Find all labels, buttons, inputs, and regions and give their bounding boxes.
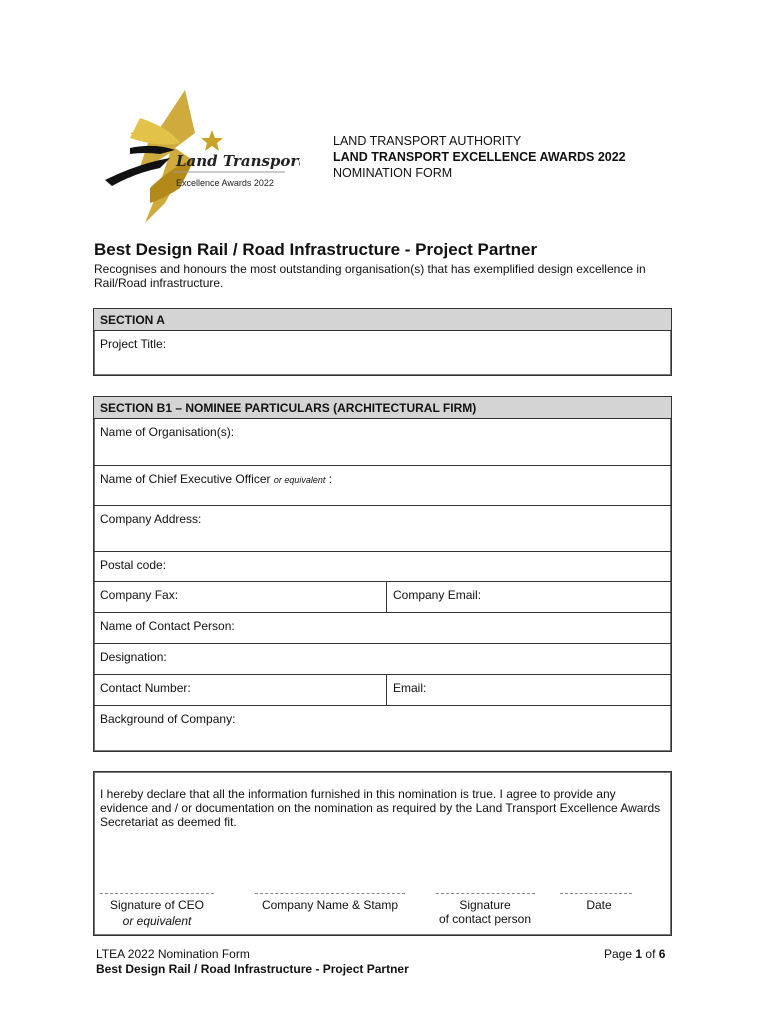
section-b1 [93,396,672,752]
ceo-signature-label: Signature of CEO [109,898,205,912]
contact-email-field[interactable] [387,675,671,705]
ceo-name-suffix: or equivalent [273,475,326,485]
date-line[interactable] [560,893,632,894]
company-email-field[interactable] [387,582,671,612]
logo-brand-text: Land Transport [176,152,300,170]
page-prefix: Page [604,947,633,961]
date-label: Date [586,898,612,912]
company-background-label: Background of Company: [100,712,236,726]
organisation-name-field[interactable] [94,419,671,466]
award-description: Recognises and honours the most outstanding organisation(s) that has exemplified design excellence in Rail/Road infrastructure. [94,262,646,290]
logo-graphic [100,88,300,228]
ceo-name-colon: : [328,472,333,486]
contact-person-field[interactable] [94,613,671,644]
company-fax-label: Company Fax: [100,588,179,602]
contact-signature-label: Signature [459,898,511,912]
project-title-field[interactable] [94,331,671,375]
page-current: 1 [635,947,643,961]
logo-subtitle: Excellence Awards 2022 [176,178,274,188]
footer-form-name: LTEA 2022 Nomination Form [96,947,250,961]
contact-email-label: Email: [393,681,427,695]
contact-signature-line[interactable] [436,893,535,894]
designation-field[interactable] [94,644,671,675]
section-a-heading: SECTION A [94,309,671,331]
ceo-signature-line[interactable] [100,893,214,894]
land-transport-logo [100,88,300,228]
designation-label: Designation: [100,650,167,664]
form-header [333,133,626,181]
contact-signature-sublabel: of contact person [438,912,532,926]
ceo-name-label: Name of Chief Executive Officer [100,472,271,486]
ceo-signature-sublabel: or equivalent [122,914,192,928]
company-stamp-line[interactable] [255,893,405,894]
page-total: 6 [658,947,666,961]
awards-name: LAND TRANSPORT EXCELLENCE AWARDS 2022 [333,150,626,164]
page-number [604,947,665,961]
contact-number-label: Contact Number: [100,681,191,695]
section-a [93,308,672,376]
postal-code-label: Postal code: [100,558,167,572]
company-address-field[interactable] [94,506,671,552]
contact-number-email-row [94,675,671,706]
page-title: Best Design Rail / Road Infrastructure - Project Partner [94,240,538,259]
company-fax-field[interactable] [94,582,387,612]
declaration-text: I hereby declare that all the information furnished in this nomination is true. I agree to provide any evidence and / or documentation on the nomination as required by the Land Transport Excellence Awards Secretariat as deemed fit. [100,787,661,829]
form-type: NOMINATION FORM [333,166,453,180]
footer-category: Best Design Rail / Road Infrastructure - Project Partner [96,962,409,976]
authority-name: LAND TRANSPORT AUTHORITY [333,134,522,148]
postal-code-field[interactable] [94,552,671,582]
ceo-name-field[interactable] [94,466,671,506]
contact-person-label: Name of Contact Person: [100,619,235,633]
company-background-field[interactable] [94,706,671,750]
organisation-name-label: Name of Organisation(s): [100,425,235,439]
company-address-label: Company Address: [100,512,202,526]
page-of: of [645,947,656,961]
fax-email-row [94,582,671,613]
section-b1-heading: SECTION B1 – NOMINEE PARTICULARS (ARCHITECTURAL FIRM) [94,397,671,419]
company-stamp-label: Company Name & Stamp [261,898,399,912]
company-email-label: Company Email: [393,588,482,602]
project-title-label: Project Title: [100,337,167,351]
footer-left [96,947,409,977]
contact-number-field[interactable] [94,675,387,705]
